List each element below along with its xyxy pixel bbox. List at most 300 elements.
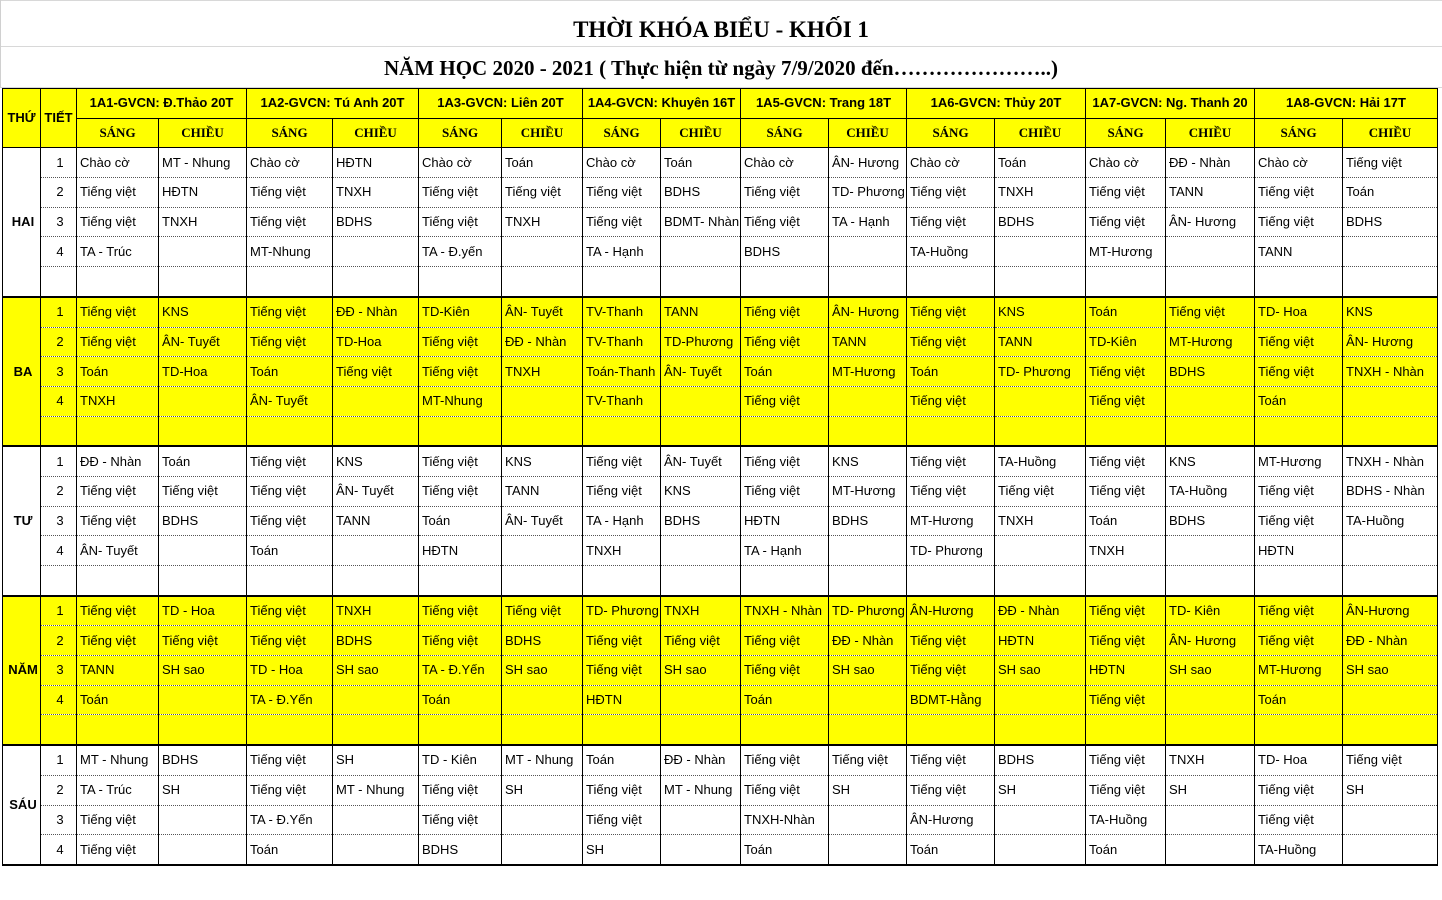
timetable-cell[interactable]: Tiếng việt (1255, 596, 1343, 626)
timetable-cell[interactable]: SH (159, 775, 247, 805)
timetable-cell[interactable] (583, 416, 661, 446)
timetable-cell[interactable]: Toán (419, 685, 502, 715)
timetable-cell[interactable]: Tiếng việt (583, 656, 661, 686)
timetable-cell[interactable] (661, 715, 741, 745)
timetable-cell[interactable]: Tiếng việt (907, 327, 995, 357)
timetable-cell[interactable] (333, 536, 419, 566)
timetable-cell[interactable] (419, 267, 502, 297)
timetable-cell[interactable]: Tiếng việt (907, 656, 995, 686)
timetable-cell[interactable] (247, 416, 333, 446)
timetable-cell[interactable]: Tiếng việt (247, 745, 333, 775)
timetable-cell[interactable] (661, 267, 741, 297)
timetable-cell[interactable]: HĐTN (1086, 656, 1166, 686)
timetable-cell[interactable]: TD-Kiên (1086, 327, 1166, 357)
timetable-cell[interactable] (1343, 536, 1438, 566)
timetable-cell[interactable]: BDHS (502, 626, 583, 656)
timetable-cell[interactable]: Tiếng việt (1086, 386, 1166, 416)
timetable-cell[interactable]: TNXH (502, 207, 583, 237)
timetable-cell[interactable]: TA - Hạnh (829, 207, 907, 237)
timetable-cell[interactable] (1166, 715, 1255, 745)
timetable-cell[interactable]: Tiếng việt (1343, 745, 1438, 775)
timetable-cell[interactable]: ĐĐ - Nhàn (1166, 148, 1255, 178)
timetable-cell[interactable]: TNXH - Nhàn (1343, 357, 1438, 387)
timetable-cell[interactable]: BDHS (661, 506, 741, 536)
timetable-cell[interactable]: ÂN- Hương (829, 297, 907, 327)
timetable-cell[interactable] (333, 386, 419, 416)
timetable-cell[interactable]: MT-Hương (1166, 327, 1255, 357)
timetable-cell[interactable]: TNXH (77, 386, 159, 416)
timetable-cell[interactable]: TA - Hạnh (741, 536, 829, 566)
timetable-cell[interactable]: Toán-Thanh (583, 357, 661, 387)
timetable-cell[interactable]: ÂN-Hương (907, 805, 995, 835)
timetable-cell[interactable]: Tiếng việt (907, 745, 995, 775)
timetable-cell[interactable]: SH sao (829, 656, 907, 686)
timetable-cell[interactable] (1343, 386, 1438, 416)
timetable-cell[interactable]: Tiếng việt (995, 476, 1086, 506)
timetable-cell[interactable]: Tiếng việt (247, 506, 333, 536)
timetable-cell[interactable]: ĐĐ - Nhàn (502, 327, 583, 357)
timetable-cell[interactable]: Toán (1086, 506, 1166, 536)
timetable-cell[interactable]: Tiếng việt (907, 446, 995, 476)
timetable-cell[interactable]: MT - Nhung (333, 775, 419, 805)
timetable-cell[interactable]: Tiếng việt (77, 626, 159, 656)
timetable-cell[interactable]: Tiếng việt (247, 446, 333, 476)
timetable-cell[interactable] (1343, 267, 1438, 297)
timetable-cell[interactable] (247, 267, 333, 297)
timetable-cell[interactable]: KNS (1343, 297, 1438, 327)
timetable-cell[interactable] (77, 267, 159, 297)
timetable-cell[interactable]: MT - Nhung (159, 148, 247, 178)
timetable-cell[interactable]: BDHS (159, 745, 247, 775)
timetable-cell[interactable] (907, 267, 995, 297)
timetable-cell[interactable]: TA - Đ.Yến (247, 685, 333, 715)
timetable-cell[interactable]: BDMT- Nhàn (661, 207, 741, 237)
timetable-cell[interactable] (1255, 715, 1343, 745)
timetable-cell[interactable]: TANN (77, 656, 159, 686)
timetable-cell[interactable]: TA-Huồng (1255, 835, 1343, 865)
timetable-cell[interactable] (907, 715, 995, 745)
timetable-cell[interactable]: Tiếng việt (159, 476, 247, 506)
timetable-cell[interactable]: Tiếng việt (419, 178, 502, 208)
timetable-cell[interactable]: ĐĐ - Nhàn (1343, 626, 1438, 656)
timetable-cell[interactable] (333, 566, 419, 596)
timetable-cell[interactable]: Tiếng việt (661, 626, 741, 656)
timetable-cell[interactable]: TNXH (583, 536, 661, 566)
timetable-cell[interactable]: Tiếng việt (77, 805, 159, 835)
timetable-cell[interactable]: TNXH (159, 207, 247, 237)
timetable-cell[interactable] (1166, 805, 1255, 835)
timetable-cell[interactable]: TNXH - Nhàn (741, 596, 829, 626)
timetable-cell[interactable]: SH (583, 835, 661, 865)
timetable-cell[interactable]: TANN (661, 297, 741, 327)
timetable-cell[interactable]: Toán (907, 835, 995, 865)
timetable-cell[interactable]: Tiếng việt (907, 476, 995, 506)
timetable-cell[interactable] (1086, 267, 1166, 297)
timetable-cell[interactable]: TNXH (1086, 536, 1166, 566)
timetable-cell[interactable] (1166, 835, 1255, 865)
timetable-cell[interactable]: SH sao (333, 656, 419, 686)
timetable-cell[interactable]: ÂN- Hương (1166, 626, 1255, 656)
timetable-cell[interactable]: Tiếng việt (1255, 357, 1343, 387)
timetable-cell[interactable] (333, 715, 419, 745)
timetable-cell[interactable]: TA - Hạnh (583, 506, 661, 536)
timetable-cell[interactable]: TV-Thanh (583, 327, 661, 357)
timetable-cell[interactable]: Chào cờ (583, 148, 661, 178)
timetable-cell[interactable] (159, 536, 247, 566)
timetable-cell[interactable]: Tiếng việt (247, 775, 333, 805)
timetable-cell[interactable]: BDHS - Nhàn (1343, 476, 1438, 506)
timetable-cell[interactable]: HĐTN (333, 148, 419, 178)
timetable-cell[interactable]: BDHS (333, 207, 419, 237)
timetable-cell[interactable]: Toán (583, 745, 661, 775)
timetable-cell[interactable]: Tiếng việt (1086, 626, 1166, 656)
timetable-cell[interactable]: ÂN- Hương (829, 148, 907, 178)
timetable-cell[interactable] (661, 386, 741, 416)
timetable-cell[interactable]: Tiếng việt (1086, 775, 1166, 805)
timetable-cell[interactable] (159, 237, 247, 267)
timetable-cell[interactable]: ĐĐ - Nhàn (77, 446, 159, 476)
timetable-cell[interactable]: KNS (333, 446, 419, 476)
timetable-cell[interactable]: Tiếng việt (247, 178, 333, 208)
timetable-cell[interactable]: ÂN- Hương (1343, 327, 1438, 357)
timetable-cell[interactable]: TANN (995, 327, 1086, 357)
timetable-cell[interactable]: Tiếng việt (419, 357, 502, 387)
timetable-cell[interactable]: HĐTN (1255, 536, 1343, 566)
timetable-cell[interactable] (419, 715, 502, 745)
timetable-cell[interactable]: Tiếng việt (77, 207, 159, 237)
timetable-cell[interactable]: ÂN- Hương (1166, 207, 1255, 237)
timetable-cell[interactable]: Tiếng việt (741, 476, 829, 506)
timetable-cell[interactable]: TNXH (502, 357, 583, 387)
timetable-cell[interactable]: ÂN- Tuyết (661, 357, 741, 387)
timetable-cell[interactable]: Tiếng việt (829, 745, 907, 775)
timetable-cell[interactable]: TNXH (333, 178, 419, 208)
timetable-cell[interactable]: Tiếng việt (907, 626, 995, 656)
timetable-cell[interactable]: Toán (1255, 685, 1343, 715)
timetable-cell[interactable]: BDHS (995, 745, 1086, 775)
timetable-cell[interactable]: BDHS (661, 178, 741, 208)
timetable-cell[interactable]: Tiếng việt (907, 207, 995, 237)
timetable-cell[interactable] (1166, 386, 1255, 416)
timetable-cell[interactable]: Tiếng việt (247, 207, 333, 237)
timetable-cell[interactable]: Tiếng việt (502, 596, 583, 626)
timetable-cell[interactable] (741, 715, 829, 745)
timetable-cell[interactable] (159, 715, 247, 745)
timetable-cell[interactable]: KNS (829, 446, 907, 476)
timetable-cell[interactable]: Chào cờ (907, 148, 995, 178)
timetable-cell[interactable] (247, 715, 333, 745)
timetable-cell[interactable]: KNS (502, 446, 583, 476)
timetable-cell[interactable] (502, 835, 583, 865)
timetable-cell[interactable] (159, 835, 247, 865)
timetable-cell[interactable]: SH (333, 745, 419, 775)
timetable-cell[interactable] (1255, 416, 1343, 446)
timetable-cell[interactable]: Tiếng việt (247, 476, 333, 506)
timetable-cell[interactable] (995, 237, 1086, 267)
timetable-cell[interactable] (1343, 416, 1438, 446)
timetable-cell[interactable]: SH (1166, 775, 1255, 805)
timetable-cell[interactable]: BDHS (1343, 207, 1438, 237)
timetable-cell[interactable] (1086, 416, 1166, 446)
timetable-cell[interactable] (741, 267, 829, 297)
timetable-cell[interactable]: Tiếng việt (419, 775, 502, 805)
timetable-cell[interactable]: BDHS (1166, 357, 1255, 387)
timetable-cell[interactable]: MT - Nhung (661, 775, 741, 805)
timetable-cell[interactable]: Tiếng việt (1255, 327, 1343, 357)
timetable-cell[interactable] (333, 237, 419, 267)
timetable-cell[interactable]: Tiếng việt (583, 207, 661, 237)
timetable-cell[interactable]: Tiếng việt (77, 327, 159, 357)
timetable-cell[interactable]: TD- Hoa (1255, 745, 1343, 775)
timetable-cell[interactable]: MT-Hương (1255, 656, 1343, 686)
timetable-cell[interactable]: KNS (995, 297, 1086, 327)
timetable-cell[interactable]: KNS (661, 476, 741, 506)
timetable-cell[interactable]: MT-Hương (829, 357, 907, 387)
timetable-cell[interactable] (661, 835, 741, 865)
timetable-cell[interactable]: Tiếng việt (741, 386, 829, 416)
timetable-cell[interactable] (829, 805, 907, 835)
timetable-cell[interactable] (995, 685, 1086, 715)
timetable-cell[interactable] (741, 566, 829, 596)
timetable-cell[interactable]: SH sao (1166, 656, 1255, 686)
timetable-cell[interactable]: Chào cờ (1086, 148, 1166, 178)
timetable-cell[interactable]: SH (829, 775, 907, 805)
timetable-cell[interactable]: TA-Huồng (907, 237, 995, 267)
timetable-cell[interactable]: MT-Hương (1255, 446, 1343, 476)
timetable-cell[interactable]: Tiếng việt (1086, 745, 1166, 775)
timetable-cell[interactable]: Tiếng việt (1343, 148, 1438, 178)
timetable-cell[interactable]: HĐTN (159, 178, 247, 208)
timetable-cell[interactable]: Tiếng việt (1255, 775, 1343, 805)
timetable-cell[interactable] (333, 685, 419, 715)
timetable-cell[interactable]: TV-Thanh (583, 386, 661, 416)
timetable-cell[interactable] (1166, 566, 1255, 596)
timetable-cell[interactable]: SH (995, 775, 1086, 805)
timetable-cell[interactable]: TNXH (661, 596, 741, 626)
timetable-cell[interactable]: Tiếng việt (1086, 178, 1166, 208)
timetable-cell[interactable]: ĐĐ - Nhàn (829, 626, 907, 656)
timetable-cell[interactable] (1086, 566, 1166, 596)
timetable-cell[interactable]: TA-Huồng (995, 446, 1086, 476)
timetable-cell[interactable]: MT-Hương (907, 506, 995, 536)
timetable-cell[interactable]: Tiếng việt (419, 446, 502, 476)
timetable-cell[interactable]: Toán (1255, 386, 1343, 416)
timetable-cell[interactable]: ÂN- Tuyết (159, 327, 247, 357)
timetable-cell[interactable]: MT - Nhung (77, 745, 159, 775)
timetable-cell[interactable]: Tiếng việt (741, 656, 829, 686)
timetable-cell[interactable]: Tiếng việt (1086, 357, 1166, 387)
timetable-cell[interactable] (77, 715, 159, 745)
timetable-cell[interactable]: TANN (1255, 237, 1343, 267)
timetable-cell[interactable]: BDHS (741, 237, 829, 267)
timetable-cell[interactable]: Tiếng việt (77, 476, 159, 506)
timetable-cell[interactable] (995, 416, 1086, 446)
timetable-cell[interactable]: Tiếng việt (1255, 626, 1343, 656)
timetable-cell[interactable] (1166, 685, 1255, 715)
timetable-cell[interactable] (829, 267, 907, 297)
timetable-cell[interactable]: BDHS (995, 207, 1086, 237)
timetable-cell[interactable]: Toán (77, 357, 159, 387)
timetable-cell[interactable]: ĐĐ - Nhàn (995, 596, 1086, 626)
timetable-cell[interactable]: Toán (247, 835, 333, 865)
timetable-cell[interactable]: Chào cờ (247, 148, 333, 178)
timetable-cell[interactable] (661, 566, 741, 596)
timetable-cell[interactable]: BDHS (159, 506, 247, 536)
timetable-cell[interactable] (829, 566, 907, 596)
timetable-cell[interactable] (829, 386, 907, 416)
timetable-cell[interactable]: Tiếng việt (1086, 476, 1166, 506)
timetable-cell[interactable]: Tiếng việt (741, 626, 829, 656)
timetable-cell[interactable] (907, 566, 995, 596)
timetable-cell[interactable] (583, 715, 661, 745)
timetable-cell[interactable] (661, 685, 741, 715)
timetable-cell[interactable]: TD- Phương (829, 178, 907, 208)
timetable-cell[interactable]: Tiếng việt (741, 327, 829, 357)
timetable-cell[interactable]: Toán (741, 685, 829, 715)
timetable-cell[interactable] (159, 386, 247, 416)
timetable-cell[interactable] (829, 685, 907, 715)
timetable-cell[interactable]: ĐĐ - Nhàn (333, 297, 419, 327)
timetable-cell[interactable]: MT-Nhung (247, 237, 333, 267)
timetable-cell[interactable]: TA - Hạnh (583, 237, 661, 267)
timetable-cell[interactable] (829, 416, 907, 446)
timetable-cell[interactable]: ÂN- Tuyết (661, 446, 741, 476)
timetable-cell[interactable]: TNXH - Nhàn (1343, 446, 1438, 476)
timetable-cell[interactable]: Tiếng việt (77, 835, 159, 865)
timetable-cell[interactable] (995, 536, 1086, 566)
timetable-cell[interactable]: Tiếng việt (1255, 805, 1343, 835)
timetable-cell[interactable] (419, 416, 502, 446)
timetable-cell[interactable]: TANN (829, 327, 907, 357)
timetable-cell[interactable]: TA - Đ.yến (419, 237, 502, 267)
timetable-cell[interactable] (502, 536, 583, 566)
timetable-cell[interactable]: Tiếng việt (1255, 207, 1343, 237)
timetable-cell[interactable]: SH sao (995, 656, 1086, 686)
timetable-cell[interactable] (995, 386, 1086, 416)
timetable-cell[interactable]: TA-Huồng (1086, 805, 1166, 835)
timetable-cell[interactable]: Chào cờ (419, 148, 502, 178)
timetable-cell[interactable]: Tiếng việt (741, 207, 829, 237)
timetable-cell[interactable] (502, 386, 583, 416)
timetable-cell[interactable]: Tiếng việt (1166, 297, 1255, 327)
timetable-cell[interactable] (77, 416, 159, 446)
timetable-cell[interactable]: Toán (1086, 297, 1166, 327)
timetable-cell[interactable]: Toán (247, 536, 333, 566)
timetable-cell[interactable] (583, 566, 661, 596)
timetable-cell[interactable] (829, 237, 907, 267)
timetable-cell[interactable] (995, 805, 1086, 835)
timetable-cell[interactable]: Tiếng việt (741, 745, 829, 775)
timetable-cell[interactable] (741, 416, 829, 446)
timetable-cell[interactable]: HĐTN (583, 685, 661, 715)
timetable-cell[interactable]: Tiếng việt (77, 178, 159, 208)
timetable-cell[interactable]: Tiếng việt (247, 327, 333, 357)
timetable-cell[interactable]: SH sao (661, 656, 741, 686)
timetable-cell[interactable]: HĐTN (741, 506, 829, 536)
timetable-cell[interactable]: Toán (995, 148, 1086, 178)
timetable-cell[interactable] (1255, 566, 1343, 596)
timetable-cell[interactable] (502, 267, 583, 297)
timetable-cell[interactable] (159, 267, 247, 297)
timetable-cell[interactable]: BDHS (333, 626, 419, 656)
timetable-cell[interactable]: Tiếng việt (907, 386, 995, 416)
timetable-cell[interactable] (77, 566, 159, 596)
timetable-cell[interactable]: KNS (159, 297, 247, 327)
timetable-cell[interactable]: Tiếng việt (583, 446, 661, 476)
timetable-cell[interactable]: Chào cờ (741, 148, 829, 178)
timetable-cell[interactable] (661, 237, 741, 267)
timetable-cell[interactable]: ÂN- Tuyết (333, 476, 419, 506)
timetable-cell[interactable]: Tiếng việt (247, 596, 333, 626)
timetable-cell[interactable] (159, 566, 247, 596)
timetable-cell[interactable]: Tiếng việt (1086, 446, 1166, 476)
timetable-cell[interactable]: SH sao (1343, 656, 1438, 686)
timetable-cell[interactable]: TNXH (995, 506, 1086, 536)
timetable-cell[interactable]: TD - Kiên (419, 745, 502, 775)
timetable-cell[interactable]: Tiếng việt (907, 775, 995, 805)
timetable-cell[interactable]: MT-Nhung (419, 386, 502, 416)
timetable-cell[interactable]: TV-Thanh (583, 297, 661, 327)
timetable-cell[interactable]: Toán (419, 506, 502, 536)
timetable-cell[interactable] (502, 805, 583, 835)
timetable-cell[interactable]: TANN (333, 506, 419, 536)
timetable-cell[interactable] (1343, 237, 1438, 267)
timetable-cell[interactable] (159, 805, 247, 835)
timetable-cell[interactable]: ÂN-Hương (1343, 596, 1438, 626)
timetable-cell[interactable] (661, 416, 741, 446)
timetable-cell[interactable]: BDHS (1166, 506, 1255, 536)
timetable-cell[interactable]: Tiếng việt (583, 178, 661, 208)
timetable-cell[interactable]: ÂN-Hương (907, 596, 995, 626)
timetable-cell[interactable] (829, 536, 907, 566)
timetable-cell[interactable]: Tiếng việt (1086, 207, 1166, 237)
timetable-cell[interactable] (502, 416, 583, 446)
timetable-cell[interactable]: Toán (741, 357, 829, 387)
timetable-cell[interactable]: Tiếng việt (502, 178, 583, 208)
timetable-cell[interactable]: HĐTN (995, 626, 1086, 656)
timetable-cell[interactable]: TD-Phương (661, 327, 741, 357)
timetable-cell[interactable]: TNXH (333, 596, 419, 626)
timetable-cell[interactable] (333, 416, 419, 446)
timetable-cell[interactable]: ÂN- Tuyết (247, 386, 333, 416)
timetable-cell[interactable] (1343, 835, 1438, 865)
timetable-cell[interactable]: TD - Hoa (247, 656, 333, 686)
timetable-cell[interactable] (419, 566, 502, 596)
timetable-cell[interactable]: TD - Hoa (159, 596, 247, 626)
timetable-cell[interactable]: Tiếng việt (77, 297, 159, 327)
timetable-cell[interactable]: ÂN- Tuyết (77, 536, 159, 566)
timetable-cell[interactable]: ÂN- Tuyết (502, 506, 583, 536)
timetable-cell[interactable]: TA - Đ.Yến (247, 805, 333, 835)
timetable-cell[interactable]: TNXH (1166, 745, 1255, 775)
timetable-cell[interactable]: MT-Hương (1086, 237, 1166, 267)
timetable-cell[interactable]: Tiếng việt (77, 596, 159, 626)
timetable-cell[interactable]: Tiếng việt (583, 476, 661, 506)
timetable-cell[interactable]: Tiếng việt (907, 297, 995, 327)
timetable-cell[interactable]: Toán (907, 357, 995, 387)
timetable-cell[interactable]: TANN (502, 476, 583, 506)
timetable-cell[interactable]: TA-Huồng (1343, 506, 1438, 536)
timetable-cell[interactable]: Tiếng việt (583, 626, 661, 656)
timetable-cell[interactable]: Tiếng việt (419, 207, 502, 237)
timetable-cell[interactable]: Tiếng việt (1255, 476, 1343, 506)
timetable-cell[interactable] (247, 566, 333, 596)
timetable-cell[interactable] (502, 715, 583, 745)
timetable-cell[interactable]: MT-Hương (829, 476, 907, 506)
timetable-cell[interactable]: TA - Đ.Yến (419, 656, 502, 686)
timetable-cell[interactable]: TD- Hoa (1255, 297, 1343, 327)
timetable-cell[interactable]: Tiếng việt (741, 178, 829, 208)
